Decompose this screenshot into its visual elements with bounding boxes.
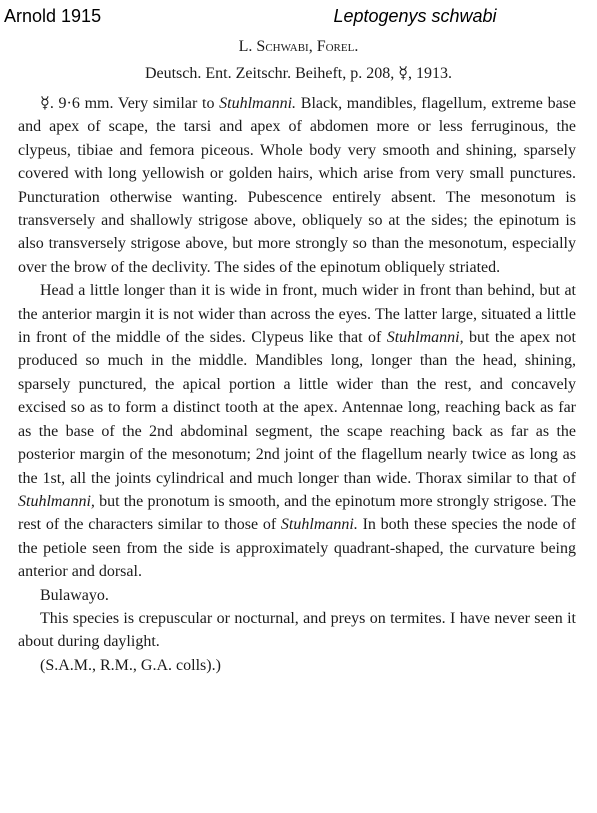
text-run: ☿. 9·6 mm. Very similar to [40,95,220,112]
italic-run: Stuhlmanni, [18,492,95,510]
header-author-year: Arnold 1915 [4,6,102,26]
italic-run: Stuhlmanni. [280,516,358,534]
description-paragraph-1 [18,92,576,279]
text-run: In both these species the node of the petiole seen from the side is approximately quadrant-shaped, the curvature being anterior and dorsal. [18,516,576,581]
description-body [18,92,576,677]
text-run: but the pronotum is smooth, and the epinotum more strongly strigose. The rest of the characters similar to those of [18,492,576,534]
description-paragraph-3: This species is crepuscular or nocturnal, and preys on termites. I have never seen it about during daylight. [18,609,576,651]
text-run: Black, mandibles, flagellum, extreme base and apex of scape, the tarsi and apex of abdomen more or less ferruginous, the clypeus, tibiae and femora piceous. Whole body very smooth and shining, sparsely covered with long yellowish or golden hairs, which arise from very small punctures. Puncturation otherwise wanting. Pubescence entirely absent. The mesonotum is transversely and shallowly strigose above, obliquely so at the sides; the epinotum is also transversely strigose above, but more strongly so than the mesonotum, especially over the brow of the declivity. The sides of the epinotum obliquely striated. [18,95,576,276]
description-paragraph-2 [18,279,576,583]
taxon-name: L. Schwabi, Forel. [238,38,359,55]
italic-run: Stuhlmanni, [386,329,464,347]
italic-run: Stuhlmanni. [219,95,297,112]
locality-line: Bulawayo. [40,586,109,604]
header-species-name: Leptogenys schwabi [333,6,497,26]
collections-line: (S.A.M., R.M., G.A. colls).) [40,656,221,674]
text-run: Head a little longer than it is wide in front, much wider in front than behind, but at the anterior margin it is not wider than across the eyes. The latter large, situated a little in front of the middle of the sides. Clypeus like that of [18,282,576,347]
taxon-reference: Deutsch. Ent. Zeitschr. Beiheft, p. 208, ☿, 1913. [144,65,453,82]
text-run: but the apex not produced so much in the middle. Mandibles long, longer than the head, shining, sparsely punctured, the apical portion a little wider than the rest, and concavely excised so as to form a distinct tooth at the apex. Antennae long, reaching back as far as the base of the 2nd abdominal segment, the scape reaching back as far as the posterior margin of the mesonotum; 2nd joint of the flagellum nearly twice as long as the 1st, all the joints cylindrical and much longer than wide. Thorax similar to that of [18,329,576,487]
